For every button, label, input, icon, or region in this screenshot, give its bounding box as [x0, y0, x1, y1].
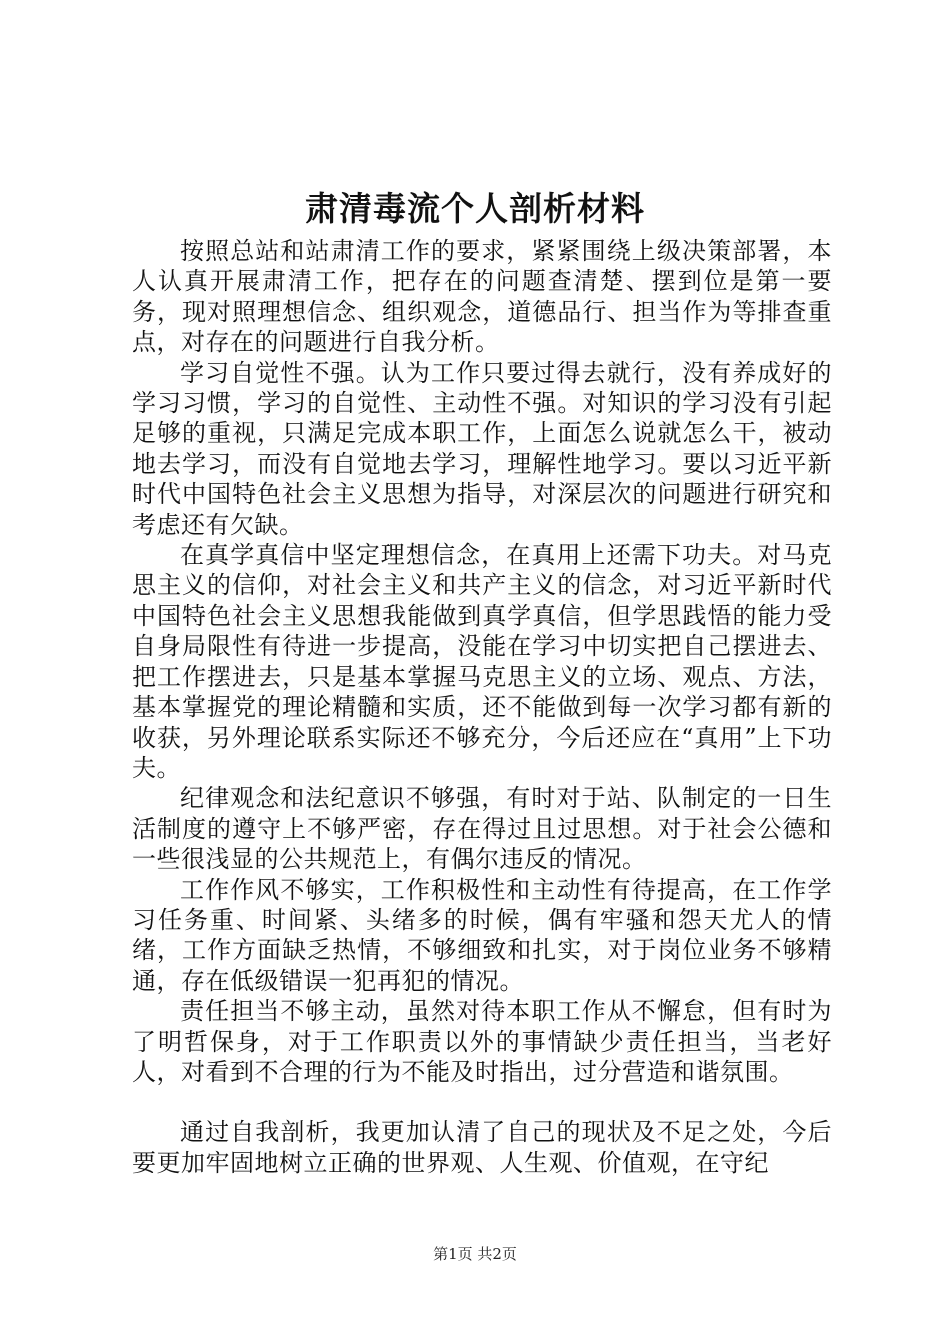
- document-title: 肃清毒流个人剖析材料: [305, 189, 645, 228]
- paragraph-intro: 按照总站和站肃清工作的要求，紧紧围绕上级决策部署，本人认真开展肃清工作，把存在的问题查清楚、摆到位是第一要务，现对照理想信念、组织观念，道德品行、担当作为等排查重点，对存在的问题进行自我分析。: [132, 237, 832, 357]
- paragraph-discipline: 纪律观念和法纪意识不够强，有时对于站、队制定的一日生活制度的遵守上不够严密，存在得过且过思想。对于社会公德和一些很浅显的公共规范上，有偶尔违反的情况。: [132, 784, 832, 874]
- paragraph-responsibility: 责任担当不够主动，虽然对待本职工作从不懈怠，但有时为了明哲保身，对于工作职责以外的事情缺少责任担当，当老好人，对看到不合理的行为不能及时指出，过分营造和谐氛围。: [132, 997, 832, 1086]
- paragraph-spacer: [132, 1087, 832, 1117]
- paragraph-work-style: 工作作风不够实，工作积极性和主动性有待提高，在工作学习任务重、时间紧、头绪多的时候，偶有牢骚和怨天尤人的情绪，工作方面缺乏热情，不够细致和扎实，对于岗位业务不够精通，存在低级错误一犯再犯的情况。: [132, 875, 832, 995]
- paragraph-study: 学习自觉性不强。认为工作只要过得去就行，没有养成好的学习习惯，学习的自觉性、主动性不强。对知识的学习没有引起足够的重视，只满足完成本职工作，上面怎么说就怎么干，被动地去学习，而没有自觉地去学习，理解性地学习。要以习近平新时代中国特色社会主义思想为指导，对深层次的问题进行研究和考虑还有欠缺。: [132, 358, 832, 539]
- page-footer: 第1页 共2页: [433, 1245, 517, 1263]
- document-body: [132, 236, 832, 1178]
- paragraph-conclusion: 通过自我剖析，我更加认清了自己的现状及不足之处，今后要更加牢固地树立正确的世界观、人生观、价值观，在守纪: [132, 1118, 832, 1177]
- paragraph-belief: 在真学真信中坚定理想信念，在真用上还需下功夫。对马克思主义的信仰，对社会主义和共产主义的信念，对习近平新时代中国特色社会主义思想我能做到真学真信，但学思践悟的能力受自身局限性有待进一步提高，没能在学习中切实把自己摆进去、把工作摆进去，只是基本掌握马克思主义的立场、观点、方法，基本掌握党的理论精髓和实质，还不能做到每一次学习都有新的收获，另外理论联系实际还不够充分，今后还应在“真用”上下功夫。: [132, 541, 832, 782]
